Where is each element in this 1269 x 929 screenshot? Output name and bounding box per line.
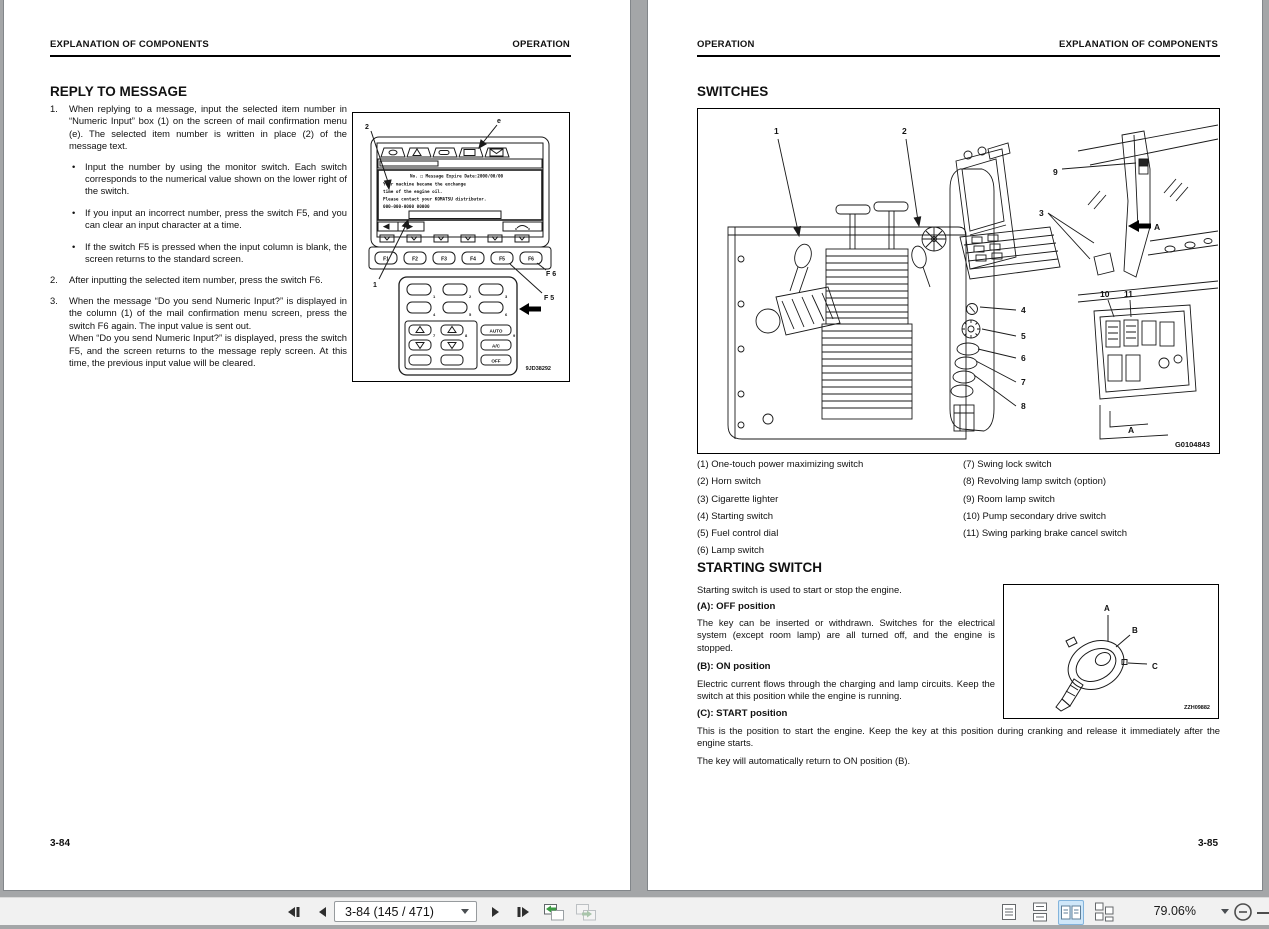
- position-heading: (C): START position: [697, 708, 788, 719]
- document-page-right: [647, 0, 1263, 891]
- single-page-view-button[interactable]: [997, 901, 1021, 923]
- bullet-marker: •: [72, 206, 76, 218]
- fkey-label: F3: [441, 256, 447, 263]
- figure-callout: A: [1154, 222, 1161, 232]
- warning-icon: [413, 149, 421, 156]
- figure-callout: 9: [1053, 167, 1058, 177]
- facing-view-button[interactable]: [1058, 900, 1084, 925]
- document-page-left: [3, 0, 631, 891]
- zoom-chevron-down-icon[interactable]: [1221, 909, 1229, 914]
- figure-callout: 1: [774, 126, 779, 136]
- paragraph: Electric current flows through the charging and lamp circuits. Keep the switch at this position while the engine is running.: [697, 678, 995, 702]
- figure-callout: 11: [1124, 289, 1133, 299]
- step-text: When replying to a message, input the selected item number in “Numeric Input” box (1) on the screen of mail confirmation menu (e). The selected item number is written in place (2) of the message text.: [69, 103, 347, 152]
- continuous-facing-view-icon: [1093, 902, 1115, 922]
- paragraph: Starting switch is used to start or stop the engine.: [697, 584, 902, 595]
- legend-item: (9) Room lamp switch: [963, 493, 1055, 505]
- fkey-label: F6: [528, 256, 534, 263]
- first-page-icon: [286, 905, 301, 919]
- bullet-list: [69, 161, 347, 266]
- legend-item: (10) Pump secondary drive switch: [963, 510, 1107, 522]
- legend-item: (11) Swing parking brake cancel switch: [963, 528, 1128, 540]
- position-heading: (B): ON position: [697, 661, 771, 672]
- figure-callout: F 5: [544, 295, 555, 302]
- paragraph: This is the position to start the engine. Keep the key at this position during cranking and release it immediately after the engine starts.: [697, 725, 1220, 749]
- list-item: [50, 274, 347, 286]
- keypad-digit: 7: [433, 333, 436, 338]
- figure-callout: 1: [373, 282, 377, 289]
- step-number: 2.: [50, 274, 58, 286]
- call-icon: [516, 226, 529, 231]
- instruction-list: [50, 103, 347, 377]
- mail-icon: [490, 149, 503, 156]
- key-drawing: [1004, 585, 1218, 718]
- monitor-keypad-figure: [352, 112, 570, 382]
- monitor-keypad-drawing: [353, 113, 569, 381]
- switch-legend-right: [963, 456, 1127, 542]
- figure-callout: 3: [1039, 208, 1044, 218]
- list-item: [50, 103, 347, 153]
- previous-view-button[interactable]: [542, 901, 566, 923]
- legend-item: (1) One-touch power maximizing switch: [697, 459, 864, 470]
- keypad-digit: 6: [505, 312, 508, 317]
- pointer-arrow-icon: [519, 303, 541, 315]
- page-number-combobox[interactable]: [334, 901, 477, 922]
- next-page-button[interactable]: [484, 901, 508, 923]
- position-heading: (A): OFF position: [697, 601, 776, 612]
- figure-callout: A: [1104, 604, 1110, 613]
- legend-item: (5) Fuel control dial: [697, 528, 779, 540]
- first-page-button[interactable]: [281, 901, 305, 923]
- next-view-button[interactable]: [574, 901, 598, 923]
- next-view-icon: [575, 903, 597, 921]
- fkey-label: F5: [499, 256, 505, 263]
- bullet-marker: •: [72, 240, 76, 252]
- step-text: When “Do you send Numeric Input?” is displayed, press the switch F5, and the screen returns to the message reply screen. At this time, the previous input value will be cleared.: [69, 332, 347, 368]
- list-item: [69, 207, 347, 232]
- legend-item: (4) Starting switch: [697, 510, 774, 522]
- figure-callout: 2: [902, 126, 907, 136]
- keypad-digit: 8: [465, 333, 468, 338]
- section-title: SWITCHES: [697, 84, 769, 99]
- book-icon: [464, 150, 475, 156]
- bullet-text: If you input an incorrect number, press the switch F5, and you can clear an input character at a time.: [85, 206, 347, 231]
- screen-line: 000-000-0000 00000: [383, 205, 430, 210]
- viewer-toolbar: [0, 897, 1269, 925]
- page-number: 3-85: [1197, 838, 1218, 849]
- figure-callout: B: [1132, 626, 1138, 635]
- keypad-digit: 3: [505, 294, 508, 299]
- figure-callout: 10: [1100, 289, 1110, 299]
- continuous-facing-view-button[interactable]: [1092, 901, 1116, 923]
- figure-callout: 4: [1021, 305, 1026, 315]
- switch-legend-left: [697, 456, 863, 560]
- legend-item: (6) Lamp switch: [697, 545, 765, 557]
- keypad-word: AUTO: [489, 328, 503, 334]
- facing-view-icon: [1059, 901, 1083, 924]
- machine-icon: [439, 151, 449, 155]
- running-header-right: OPERATION: [512, 39, 570, 50]
- paragraph: The key can be inserted or withdrawn. Switches for the electrical system (except room lamp) are all turned off, and the engine is stopped.: [697, 617, 995, 653]
- figure-callout: 8: [1021, 401, 1026, 411]
- list-item: [69, 241, 347, 266]
- paragraph: The key will automatically return to ON position (B).: [697, 755, 911, 766]
- cab-switches-figure: [697, 108, 1220, 454]
- page-number: 3-84: [50, 838, 71, 849]
- keypad-word: OFF: [491, 358, 501, 364]
- keypad-digit: 1: [433, 294, 436, 299]
- previous-view-icon: [543, 903, 565, 921]
- fkey-label: F1: [383, 256, 389, 263]
- keypad-digit: 2: [469, 294, 472, 299]
- section-title: REPLY TO MESSAGE: [50, 84, 188, 99]
- left-arrow-key-icon: [384, 224, 389, 229]
- starting-switch-key-figure: [1003, 584, 1219, 719]
- running-header-left: EXPLANATION OF COMPONENTS: [50, 39, 209, 50]
- legend-item: (2) Horn switch: [697, 476, 761, 488]
- figure-code: ZZH09882: [1184, 705, 1210, 711]
- single-page-view-icon: [999, 902, 1019, 922]
- keypad-digit: 4: [433, 312, 436, 317]
- list-item: [50, 295, 347, 369]
- list-item: [69, 161, 347, 198]
- fkey-label: F4: [470, 256, 476, 263]
- legend-item: (8) Revolving lamp switch (option): [963, 476, 1107, 488]
- last-page-icon: [516, 905, 531, 919]
- screen-line: Please contact your KOMATSU distributor.: [383, 197, 487, 203]
- subsection-title: STARTING SWITCH: [697, 560, 822, 575]
- figure-callout: F 6: [546, 271, 557, 278]
- figure-callout: 2: [365, 124, 369, 131]
- screen-line: Your machine became the exchange: [383, 182, 466, 188]
- header-rule: [697, 55, 1220, 57]
- chevron-down-icon: [461, 909, 469, 914]
- keypad-digit: 9: [513, 333, 516, 338]
- next-page-icon: [490, 905, 502, 919]
- bullet-marker: •: [72, 160, 76, 172]
- figure-callout: 7: [1021, 377, 1026, 387]
- running-header-left: OPERATION: [697, 39, 755, 50]
- last-page-button[interactable]: [511, 901, 535, 923]
- step-text: When the message “Do you send Numeric Input?” is displayed in the column (1) of the mail confirmation menu screen, press the switch F6 again. The input value is sent out.: [69, 294, 347, 331]
- bullet-text: If the switch F5 is pressed when the input column is blank, the screen returns to the standard screen.: [85, 240, 347, 265]
- running-header-right: EXPLANATION OF COMPONENTS: [1059, 39, 1218, 50]
- zoom-out-button[interactable]: [1231, 901, 1255, 923]
- zoom-level-value[interactable]: 79.06%: [1153, 904, 1196, 918]
- fkey-label: F2: [412, 256, 418, 263]
- figure-callout: 6: [1021, 353, 1026, 363]
- header-rule: [50, 55, 571, 57]
- figure-callout: e: [497, 118, 501, 125]
- zoom-slider-track[interactable]: [1257, 912, 1269, 914]
- figure-callout: A: [1128, 425, 1135, 435]
- legend-item: (3) Cigarette lighter: [697, 493, 779, 505]
- keypad-word: A/C: [492, 343, 500, 349]
- step-number: 1.: [50, 103, 58, 114]
- legend-item: (7) Swing lock switch: [963, 459, 1052, 470]
- figure-callout: 5: [1021, 331, 1026, 341]
- leaf-icon: [389, 150, 397, 155]
- page-combobox-value: 3-84 (145 / 471): [345, 904, 434, 919]
- keypad-digit: 5: [469, 312, 472, 317]
- step-number: 3.: [50, 294, 58, 306]
- bullet-text: Input the number by using the monitor switch. Each switch corresponds to the numerical value shown on the lower right of the switch.: [85, 160, 347, 197]
- view-a-arrow-icon: [1128, 220, 1151, 232]
- screen-line: No. □ Message Expire Date:2000/00/00: [410, 174, 504, 180]
- previous-page-icon: [316, 905, 328, 919]
- continuous-view-icon: [1030, 902, 1050, 922]
- cab-switches-drawing: [698, 109, 1219, 453]
- figure-code: 9JD38292: [525, 366, 551, 372]
- previous-page-button[interactable]: [310, 901, 334, 923]
- figure-callout: C: [1152, 662, 1158, 671]
- screen-line: time of the engine oil.: [383, 190, 443, 195]
- figure-code: G0104843: [1174, 440, 1210, 449]
- zoom-out-icon: [1233, 902, 1253, 922]
- step-text: After inputting the selected item number, press the switch F6.: [69, 274, 323, 286]
- continuous-view-button[interactable]: [1028, 901, 1052, 923]
